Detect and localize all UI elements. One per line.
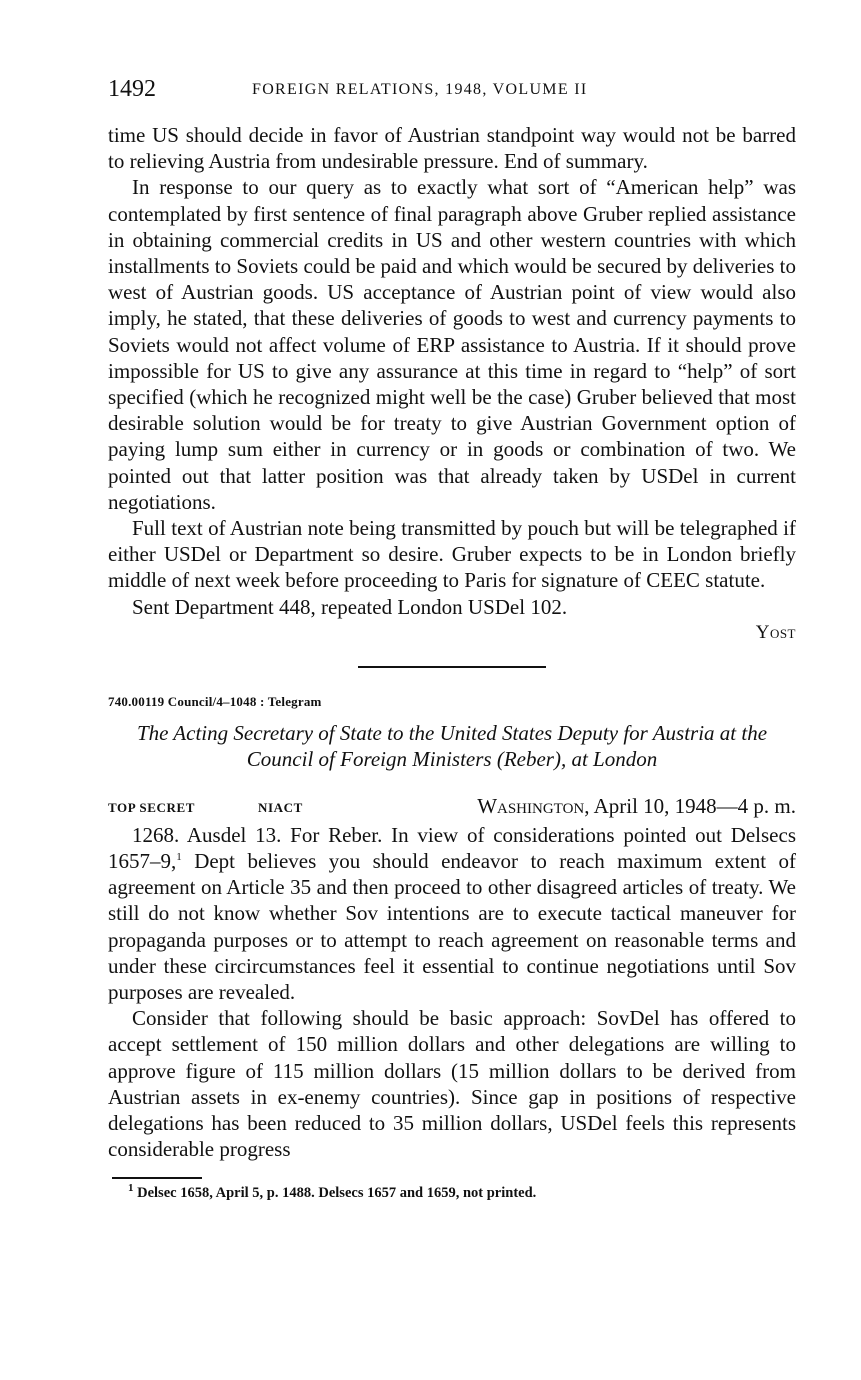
- section-divider: [358, 666, 546, 668]
- priority-label: NIACT: [258, 799, 303, 815]
- footnote: [128, 1181, 796, 1202]
- telegram-paragraph-1-start: 1268. Ausdel 13. For Reber. In view of considerations pointed out Delsecs 1657–9,: [108, 822, 796, 874]
- footnote-reference[interactable]: 1: [176, 851, 182, 864]
- document-title: The Acting Secretary of State to the United States Deputy for Austria at the Council of Foreign Ministers (Reber), at London: [136, 720, 768, 771]
- paragraph-full-text: Full text of Austrian note being transmitted by pouch but will be telegraphed if either USDel or Department so desire. Gruber expects to be in London briefly middle of next week before proceeding to Paris for signature of CEEC statute.: [108, 516, 796, 593]
- dateline: [108, 792, 796, 822]
- document-page: [108, 74, 796, 1202]
- signature: Yost: [755, 621, 796, 643]
- running-head: FOREIGN RELATIONS, 1948, VOLUME II: [252, 81, 588, 98]
- date-place: Washington,: [477, 793, 590, 818]
- footnote-marker: 1: [128, 1181, 134, 1194]
- telegram-paragraph-2: Consider that following should be basic approach: SovDel has offered to accept settlement of 150 million dollars and other delegations are willing to approve figure of 115 million dollars (15 million dollars to be derived from Austrian assets in ex-enemy countries). Since gap in positions of respective delegations has been reduced to 35 million dollars, USDel feels this represents considerable progress: [108, 1006, 796, 1162]
- paragraph-sent-department: Sent Department 448, repeated London USDel 102.: [132, 594, 568, 619]
- date-text: April 10, 1948—4 p. m.: [593, 793, 796, 818]
- paragraph-continuation: time US should decide in favor of Austrian standpoint way would not be barred to relieving Austria from undesirable pressure. End of summary.: [108, 123, 796, 174]
- page-number: 1492: [108, 76, 156, 102]
- telegram-paragraph-1: [108, 822, 796, 1005]
- classification-label: TOP SECRET: [108, 799, 196, 815]
- page-header: [108, 74, 796, 108]
- telegram-paragraph-1-rest: Dept believes you should endeavor to reach maximum extent of agreement on Article 35 and then proceed to other disagreed articles of treaty. We still do not know whether Sov intentions are to execute tactical maneuver for propaganda purposes or to attempt to reach agreement on reasonable terms and under these circircumstances feel it essential to continue negotiations until Sov purposes are revealed.: [108, 849, 796, 1005]
- paragraph-american-help: In response to our query as to exactly what sort of “American help” was contemplated by first sentence of final paragraph above Gruber replied assistance in obtaining commercial credits in US and other western countries with which installments to Soviets could be paid and which would be secured by deliveries to west of Austrian goods. US acceptance of Austrian point of view would also imply, he stated, that these deliveries of goods to west and currency payments to Soviets would not affect volume of ERP assistance to Austria. If it should prove impossible for US to give any assurance at this time in regard to “help” of sort specified (which he recognized might well be the case) Gruber believed that most desirable solution would be for treaty to give Austrian Government option of paying lump sum either in currency or in goods or combination of two. We pointed out that latter position was that already taken by USDel in current negotiations.: [108, 175, 796, 514]
- footnote-text: Delsec 1658, April 5, p. 1488. Delsecs 1657 and 1659, not printed.: [133, 1184, 537, 1201]
- file-reference: 740.00119 Council/4–1048 : Telegram: [108, 693, 322, 709]
- footnote-rule: [112, 1177, 202, 1179]
- date-line: [477, 794, 796, 819]
